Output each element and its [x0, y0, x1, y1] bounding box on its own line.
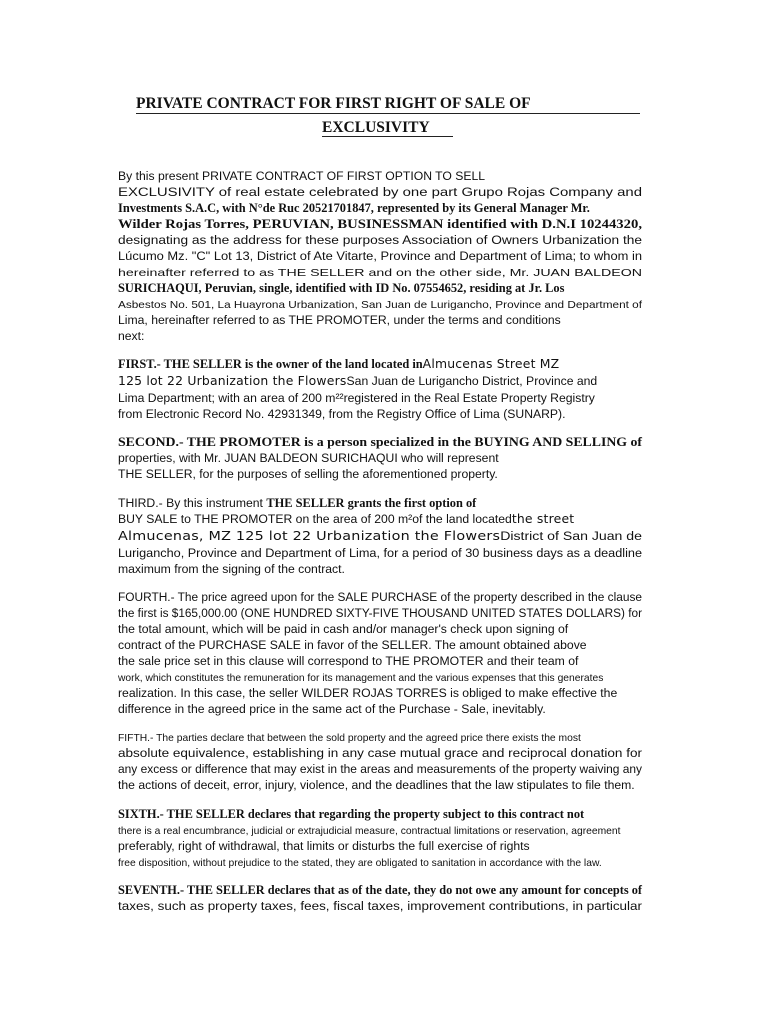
line-content [118, 854, 602, 872]
text-run: difference in the agreed price in the same act of the Purchase - Sale, inevitably. [118, 702, 546, 716]
contract-text-line [118, 777, 642, 793]
contract-text-line [118, 406, 642, 422]
contract-text-line [118, 248, 642, 264]
contract-text-line [118, 434, 642, 450]
line-content [118, 373, 597, 389]
text-run: Investments S.A.C, with N°de Ruc 20521701847, represented by its General Manager Mr. [118, 201, 590, 215]
contract-text-line [118, 685, 642, 701]
line-content [118, 248, 642, 264]
line-content [118, 495, 476, 511]
text-run: work, which constitutes the remuneration for its management and the various expenses that this generates [118, 673, 604, 684]
line-content [118, 168, 485, 184]
contract-text-line [118, 232, 642, 248]
contract-text-line [118, 589, 642, 605]
line-content [118, 653, 578, 669]
contract-text-line [118, 450, 642, 466]
line-content [118, 328, 144, 344]
contract-text-line [118, 184, 642, 200]
line-content [118, 806, 584, 822]
text-run: SURICHAQUI, Peruvian, single, identified with ID No. 07554652, residing at Jr. Los [118, 281, 565, 295]
text-run: Asbestos No. 501, La Huayrona Urbanization, San Juan de Lurigancho, Province and Department of [118, 300, 642, 311]
line-content [118, 280, 564, 296]
title-underline-2 [322, 136, 453, 137]
text-run: designating as the address for these purposes Association of Owners Urbanization the [118, 233, 642, 247]
contract-text-line [118, 621, 642, 637]
text-run: any excess or difference that may exist in the areas and measurements of the property waiving any [118, 762, 642, 776]
line-content [118, 184, 642, 200]
line-content [118, 898, 642, 914]
contract-text-line [118, 838, 642, 854]
line-content [118, 511, 574, 527]
contract-text-line [118, 701, 642, 717]
text-run: FIFTH.- The parties declare that between the sold property and the agreed price there exists the most [118, 733, 581, 744]
line-content [118, 589, 642, 605]
contract-text-line [118, 373, 642, 389]
text-run: hereinafter referred to as THE SELLER and on the other side, Mr. JUAN BALDEON [118, 268, 642, 279]
text-run: 125 lot 22 Urbanization the Flowers [118, 373, 347, 388]
text-run: SEVENTH.- THE SELLER declares that as of the date, they do not owe any amount for concepts of [118, 883, 642, 897]
text-run: THE SELLER, for the purposes of selling the aforementioned property. [118, 467, 498, 481]
contract-text-line [118, 168, 642, 184]
contract-text-line [118, 561, 642, 577]
text-run: EXCLUSIVITY of real estate celebrated by one part Grupo Rojas Company and [118, 185, 642, 199]
text-run: the first is $165,000.00 (ONE HUNDRED SIXTY-FIVE THOUSAND UNITED STATES DOLLARS) for [118, 606, 642, 620]
text-run: taxes, such as property taxes, fees, fiscal taxes, improvement contributions, in particular [118, 899, 642, 913]
contract-text-line [118, 806, 642, 822]
line-content [118, 216, 642, 232]
contract-text-line [118, 216, 642, 232]
text-run: Lima Department; with an area of 200 m²²registered in the Real Estate Property Registry [118, 391, 595, 405]
line-content [118, 450, 499, 466]
text-run: FIRST.- THE SELLER is the owner of the land located in [118, 357, 423, 371]
text-run: Almucenas, MZ 125 lot 22 Urbanization the Flowers [118, 528, 501, 543]
text-run: from Electronic Record No. 42931349, from the Registry Office of Lima (SUNARP). [118, 407, 566, 421]
line-content [118, 466, 498, 482]
line-content [118, 561, 345, 577]
contract-text-line [118, 761, 642, 777]
line-content [118, 838, 530, 854]
contract-text-line [118, 528, 642, 544]
contract-text-line [118, 605, 642, 621]
contract-text-line [118, 745, 642, 761]
line-content [118, 745, 642, 761]
text-run: contract of the PURCHASE SALE in favor of the SELLER. The amount obtained above [118, 638, 587, 652]
text-run: Lurigancho, Province and Department of Lima, for a period of 30 business days as a deadline [118, 546, 642, 560]
contract-text-line [118, 280, 642, 296]
contract-text-line [118, 390, 642, 406]
line-content [118, 685, 617, 701]
contract-text-line [118, 328, 642, 344]
line-content [118, 621, 568, 637]
text-run: next: [118, 329, 145, 343]
text-run: realization. In this case, the seller WILDER ROJAS TORRES is obliged to make effective the [118, 686, 618, 700]
contract-text-line [118, 637, 642, 653]
title-underline-1 [136, 113, 640, 114]
text-run: there is a real encumbrance, judicial or extrajudicial measure, contractual limitations or reservation, agreement [118, 826, 621, 837]
line-content [118, 528, 642, 544]
text-run: Wilder Rojas Torres, PERUVIAN, BUSINESSMAN identified with D.N.I 10244320, [118, 217, 642, 231]
text-run: the sale price set in this clause will correspond to THE PROMOTER and their team of [118, 654, 579, 668]
line-content [118, 637, 587, 653]
line-content [118, 200, 590, 216]
line-content [118, 390, 595, 406]
text-run: Almucenas Street MZ [422, 356, 560, 371]
contract-text-line [118, 545, 642, 561]
line-content [118, 232, 642, 248]
line-content [118, 312, 561, 328]
text-run: SIXTH.- THE SELLER declares that regarding the property subject to this contract not [118, 807, 585, 821]
document-title-line-2: EXCLUSIVITY [322, 119, 430, 136]
contract-text-line [118, 466, 642, 482]
contract-text-line [118, 495, 642, 511]
text-run: THE SELLER grants the first option of [266, 496, 477, 510]
text-run: absolute equivalence, establishing in any case mutual grace and reciprocal donation for [118, 746, 642, 760]
line-content [118, 406, 566, 422]
text-run: BUY SALE to THE PROMOTER on the area of 200 m²of the land located [118, 512, 512, 526]
contract-text-line [118, 200, 642, 216]
text-run: preferably, right of withdrawal, that limits or disturbs the full exercise of rights [118, 839, 530, 853]
contract-text-line [118, 854, 642, 872]
contract-text-line [118, 356, 642, 372]
contract-text-line [118, 511, 642, 527]
text-run: THIRD.- By this instrument [118, 496, 267, 510]
text-run: By this present PRIVATE CONTRACT OF FIRST OPTION TO SELL [118, 169, 486, 183]
text-run: properties, with Mr. JUAN BALDEON SURICHAQUI who will represent [118, 451, 499, 465]
line-content [118, 356, 559, 372]
text-run: District of San Juan de [500, 529, 642, 543]
contract-text-line [118, 898, 642, 914]
text-run: FOURTH.- The price agreed upon for the SALE PURCHASE of the property described in the clause [118, 590, 642, 604]
document-title-line-1: PRIVATE CONTRACT FOR FIRST RIGHT OF SALE OF [136, 95, 531, 112]
contract-text-line [118, 653, 642, 669]
text-run: Lima, hereinafter referred to as THE PROMOTER, under the terms and conditions [118, 313, 561, 327]
text-run: free disposition, without prejudice to the stated, they are obligated to sanitation in accordance with the law. [118, 858, 602, 869]
line-content [118, 882, 642, 898]
line-content [118, 434, 642, 450]
text-run: Lúcumo Mz. "C" Lot 13, District of Ate Vitarte, Province and Department of Lima; to whom in [118, 249, 642, 263]
contract-text-line [118, 312, 642, 328]
text-run: the street [511, 511, 575, 526]
line-content [118, 761, 642, 777]
text-run: maximum from the signing of the contract. [118, 562, 345, 576]
line-content [118, 777, 635, 793]
text-run: the actions of deceit, error, injury, violence, and the deadlines that the law stipulates to file them. [118, 778, 635, 792]
text-run: the total amount, which will be paid in cash and/or manager's check upon signing of [118, 622, 569, 636]
contract-text-line [118, 882, 642, 898]
line-content [118, 701, 546, 717]
line-content [118, 605, 642, 621]
text-run: San Juan de Lurigancho District, Province and [346, 374, 598, 388]
line-content [118, 545, 642, 561]
text-run: SECOND.- THE PROMOTER is a person specialized in the BUYING AND SELLING of [118, 435, 642, 449]
